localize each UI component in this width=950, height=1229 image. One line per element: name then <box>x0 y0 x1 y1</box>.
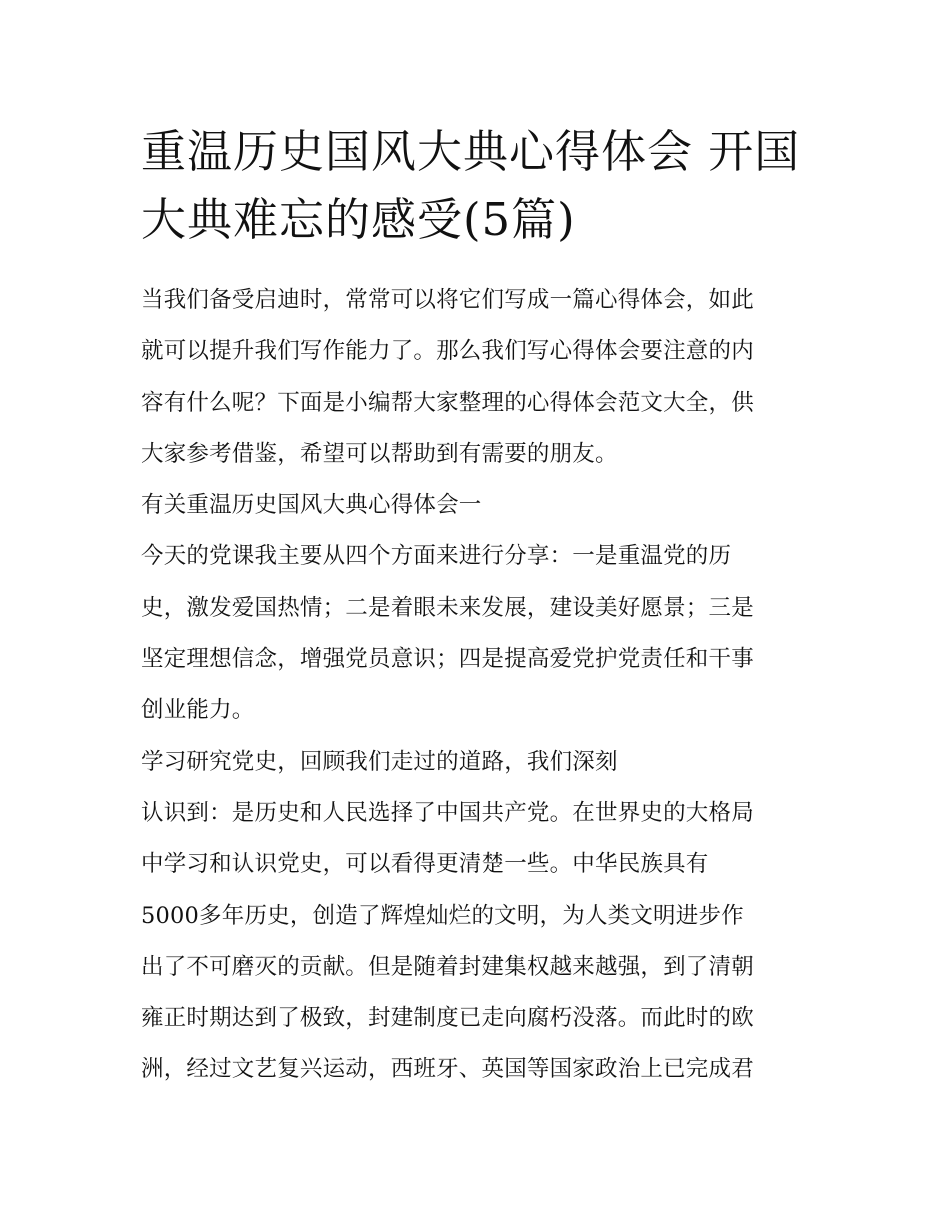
body-line: 大家参考借鉴，希望可以帮助到有需要的朋友。 <box>141 440 618 467</box>
body-line: 史，激发爱国热情；二是着眼未来发展，建设美好愿景；三是 <box>141 594 754 621</box>
body-line: 中学习和认识党史，可以看得更清楚一些。中华民族具有 <box>141 851 709 878</box>
document-title: 重温历史国风大典心得体会 开国大典难忘的感受(5篇) <box>141 125 801 246</box>
body-line: 容有什么呢？下面是小编帮大家整理的心得体会范文大全，供 <box>141 389 754 416</box>
document-body <box>141 275 821 1096</box>
body-line: 就可以提升我们写作能力了。那么我们写心得体会要注意的内 <box>141 338 754 365</box>
body-line: 当我们备受启迪时，常常可以将它们写成一篇心得体会，如此 <box>141 287 754 313</box>
body-line: 创业能力。 <box>141 697 255 724</box>
section-heading: 有关重温历史国风大典心得体会一 <box>141 492 482 519</box>
body-line: 出了不可磨灭的贡献。但是随着封建集权越来越强，到了清朝 <box>141 953 754 980</box>
body-line: 认识到：是历史和人民选择了中国共产党。在世界史的大格局 <box>141 799 754 826</box>
body-line: 5000多年历史，创造了辉煌灿烂的文明，为人类文明进步作 <box>141 902 744 929</box>
body-line: 洲，经过文艺复兴运动，西班牙、英国等国家政治上已完成君 <box>141 1056 754 1083</box>
body-line: 学习研究党史，回顾我们走过的道路，我们深刻 <box>141 748 618 775</box>
body-line: 雍正时期达到了极致，封建制度已走向腐朽没落。而此时的欧 <box>141 1005 754 1032</box>
body-line: 今天的党课我主要从四个方面来进行分享：一是重温党的历 <box>141 543 732 570</box>
body-line: 坚定理想信念，增强党员意识；四是提高爱党护党责任和干事 <box>141 646 754 673</box>
